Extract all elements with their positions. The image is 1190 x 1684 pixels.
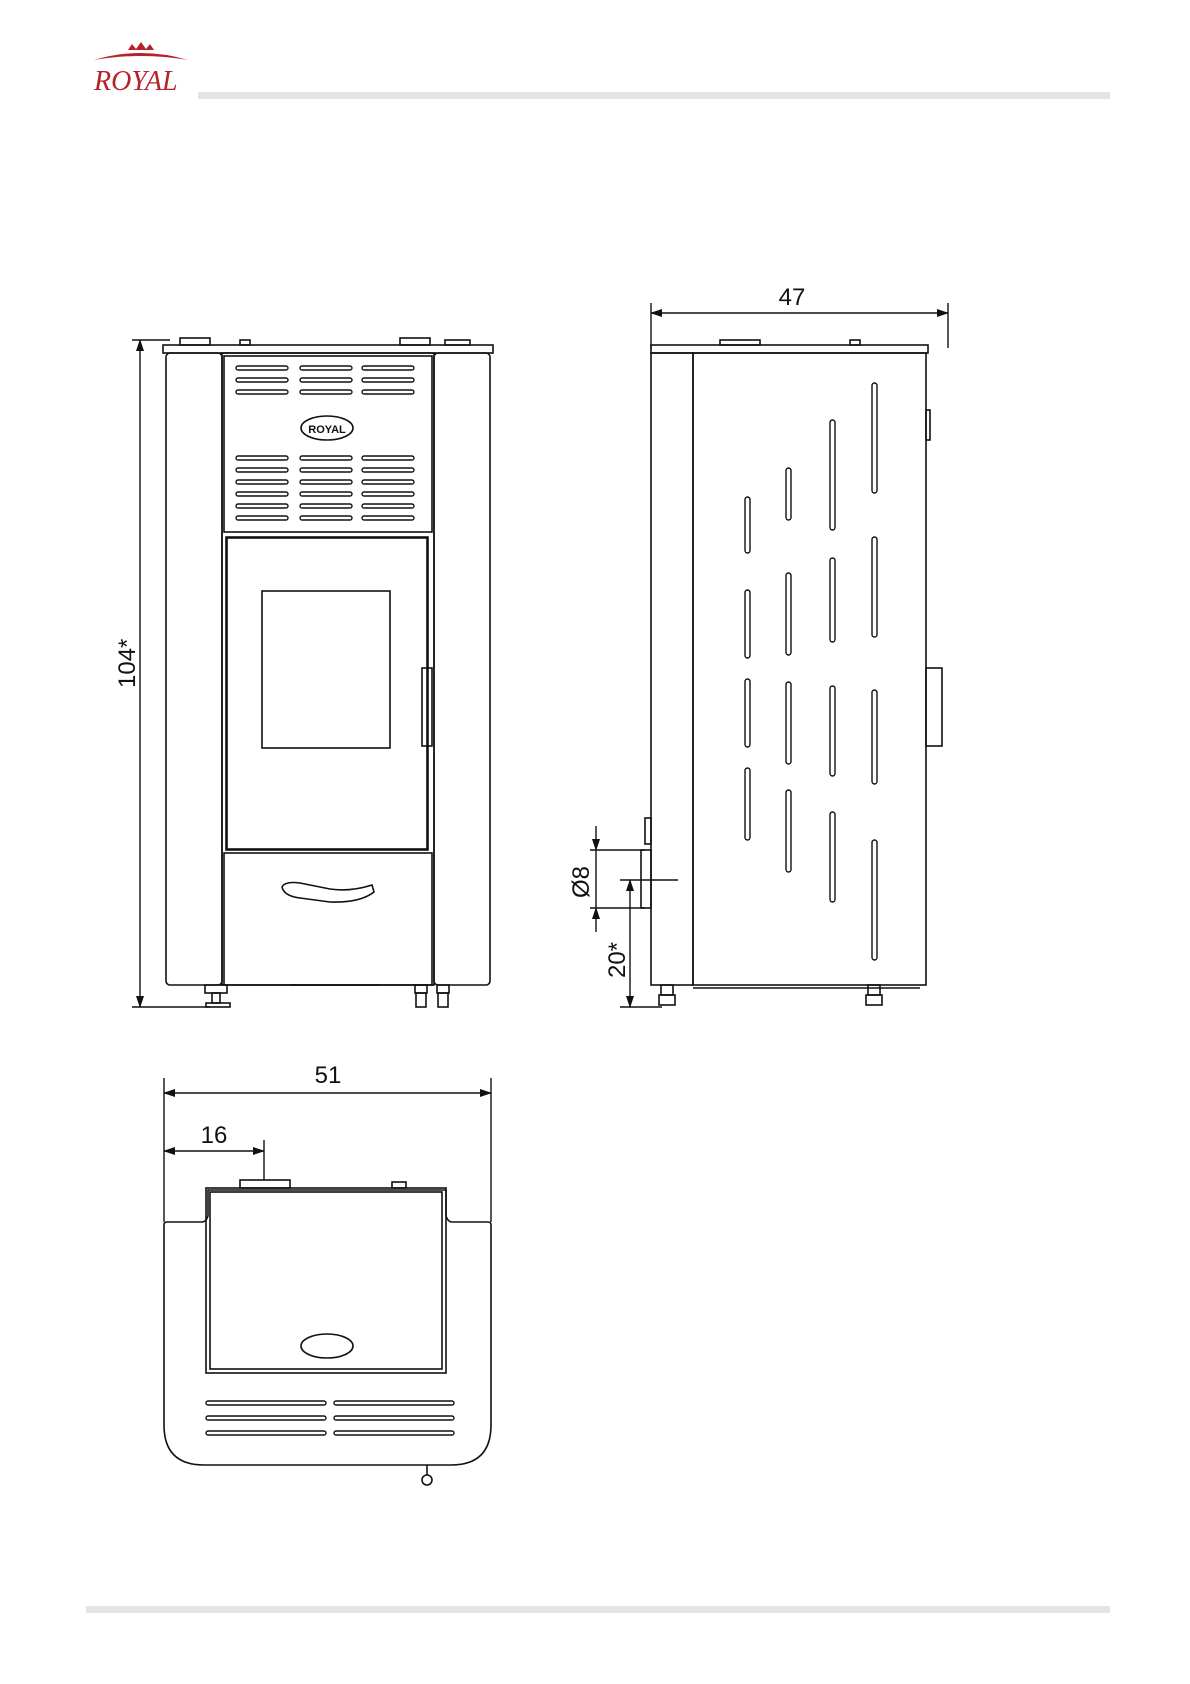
front-height-label: 104* (114, 638, 141, 688)
top-oval-cover (301, 1334, 353, 1358)
vent-slot (786, 573, 791, 655)
vent-slot (300, 480, 352, 484)
vent-slot (362, 456, 414, 460)
vent-slot (236, 390, 288, 394)
vent-slot (236, 480, 288, 484)
front-view (163, 338, 493, 1007)
vent-slot (786, 468, 791, 520)
vent-slot (236, 504, 288, 508)
vent-slot (362, 378, 414, 382)
vent-slot (362, 504, 414, 508)
vent-slot (236, 492, 288, 496)
vent-slot (236, 366, 288, 370)
front-height-dimension (132, 340, 210, 1007)
side-vent-slots (745, 383, 877, 960)
vent-slot (206, 1401, 326, 1405)
vent-slot (872, 537, 877, 637)
side-view (641, 340, 942, 1005)
vent-slot (362, 492, 414, 496)
vent-slot (362, 366, 414, 370)
vent-slot (334, 1401, 454, 1405)
pipe-offset-label: 16 (200, 1122, 228, 1149)
vent-slot (236, 456, 288, 460)
pipe-height-label: 20* (604, 941, 631, 978)
front-vent-slots (236, 366, 414, 520)
vent-slot (362, 390, 414, 394)
top-view (164, 1180, 491, 1485)
vent-slot (334, 1416, 454, 1420)
vent-slot (786, 682, 791, 764)
pipe-diameter-dimension (590, 826, 645, 932)
front-badge-text: ROYAL (308, 424, 346, 436)
vent-slot (300, 468, 352, 472)
vent-slot (300, 492, 352, 496)
vent-slot (206, 1416, 326, 1420)
pipe-diameter-label: Ø8 (568, 865, 595, 898)
vent-slot (872, 840, 877, 960)
vent-slot (300, 504, 352, 508)
vent-slot (300, 378, 352, 382)
vent-slot (300, 366, 352, 370)
vent-slot (236, 516, 288, 520)
vent-slot (786, 790, 791, 872)
side-depth-label: 47 (778, 284, 806, 311)
vent-slot (236, 468, 288, 472)
vent-slot (362, 468, 414, 472)
vent-slot (362, 516, 414, 520)
top-vent-slots (206, 1401, 454, 1435)
vent-slot (745, 768, 750, 840)
logo-wordmark: ROYAL (94, 66, 178, 97)
vent-slot (830, 686, 835, 776)
vent-slot (300, 516, 352, 520)
vent-slot (362, 480, 414, 484)
vent-slot (745, 679, 750, 747)
top-width-label: 51 (314, 1062, 342, 1089)
vent-slot (830, 812, 835, 902)
vent-slot (300, 456, 352, 460)
vent-slot (300, 390, 352, 394)
vent-slot (830, 420, 835, 530)
vent-slot (872, 383, 877, 493)
vent-slot (334, 1431, 454, 1435)
vent-slot (236, 378, 288, 382)
vent-slot (745, 590, 750, 658)
vent-slot (830, 558, 835, 642)
vent-slot (206, 1431, 326, 1435)
vent-slot (745, 497, 750, 553)
vent-slot (872, 690, 877, 784)
